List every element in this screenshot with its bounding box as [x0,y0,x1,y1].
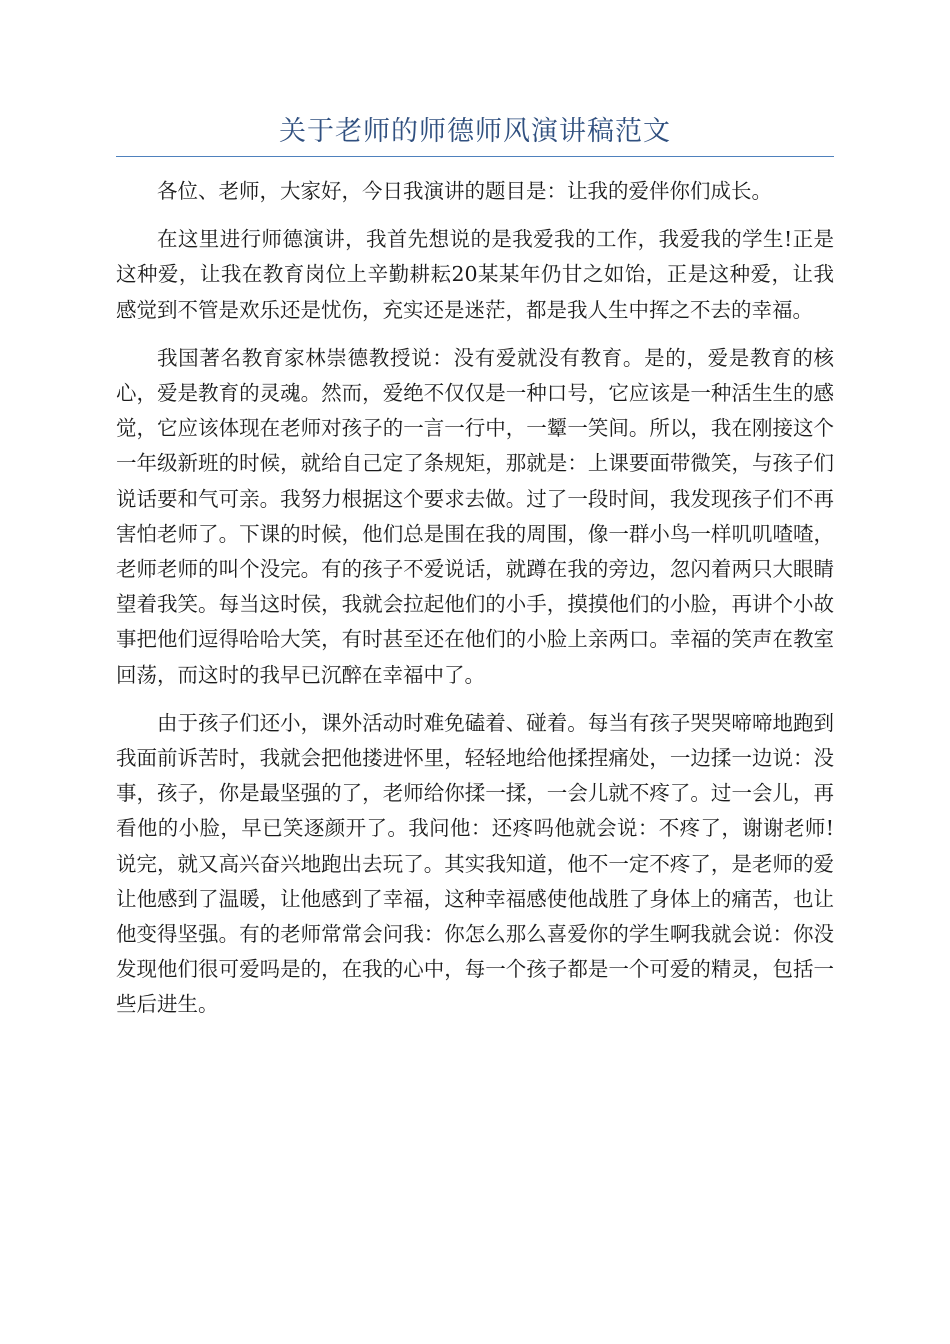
paragraph-comforting-children: 由于孩子们还小，课外活动时难免磕着、碰着。每当有孩子哭哭啼啼地跑到我面前诉苦时，我就会把他搂进怀里，轻轻地给他揉捏痛处，一边揉一边说：没事，孩子，你是最坚强的了，老师给你揉一揉，一会儿就不疼了。过一会儿，再看他的小脸，早已笑逐颜开了。我问他：还疼吗他就会说：不疼了，谢谢老师!说完，就又高兴奋兴地跑出去玩了。其实我知道，他不一定不疼了，是老师的爱让他感到了温暖，让他感到了幸福，这种幸福感使他战胜了身体上的痛苦，也让他变得坚强。有的老师常常会问我：你怎么那么喜爱你的学生啊我就会说：你没发现他们很可爱吗是的，在我的心中，每一个孩子都是一个可爱的精灵，包括一些后进生。 [116,710,834,1017]
paragraph-love-of-work: 在这里进行师德演讲，我首先想说的是我爱我的工作，我爱我的学生!正是这种爱，让我在教育岗位上辛勤耕耘20某某年仍甘之如饴，正是这种爱，让我感觉到不管是欢乐还是忧伤，充实还是迷茫，都是我人生中挥之不去的幸福。 [116,227,834,322]
paragraph-love-is-education: 我国著名教育家林崇德教授说：没有爱就没有教育。是的，爱是教育的核心，爱是教育的灵魂。然而，爱绝不仅仅是一种口号，它应该是一种活生生的感觉，它应该体现在老师对孩子的一言一行中，一颦一笑间。所以，我在刚接这个一年级新班的时候，就给自己定了条规矩，那就是：上课要面带微笑，与孩子们说话要和气可亲。我努力根据这个要求去做。过了一段时间，我发现孩子们不再害怕老师了。下课的时候，他们总是围在我的周围，像一群小鸟一样叽叽喳喳，老师老师的叫个没完。有的孩子不爱说话，就蹲在我的旁边，忽闪着两只大眼睛望着我笑。每当这时侯，我就会拉起他们的小手，摸摸他们的小脸，再讲个小故事把他们逗得哈哈大笑，有时甚至还在他们的小脸上亲两口。幸福的笑声在教室回荡，而这时的我早已沉醉在幸福中了。 [116,345,834,687]
title-block [116,108,834,157]
page-title: 关于老师的师德师风演讲稿范文 [279,116,671,147]
paragraph-greeting: 各位、老师，大家好，今日我演讲的题目是：让我的爱伴你们成长。 [157,179,772,203]
document-body [116,174,834,1036]
